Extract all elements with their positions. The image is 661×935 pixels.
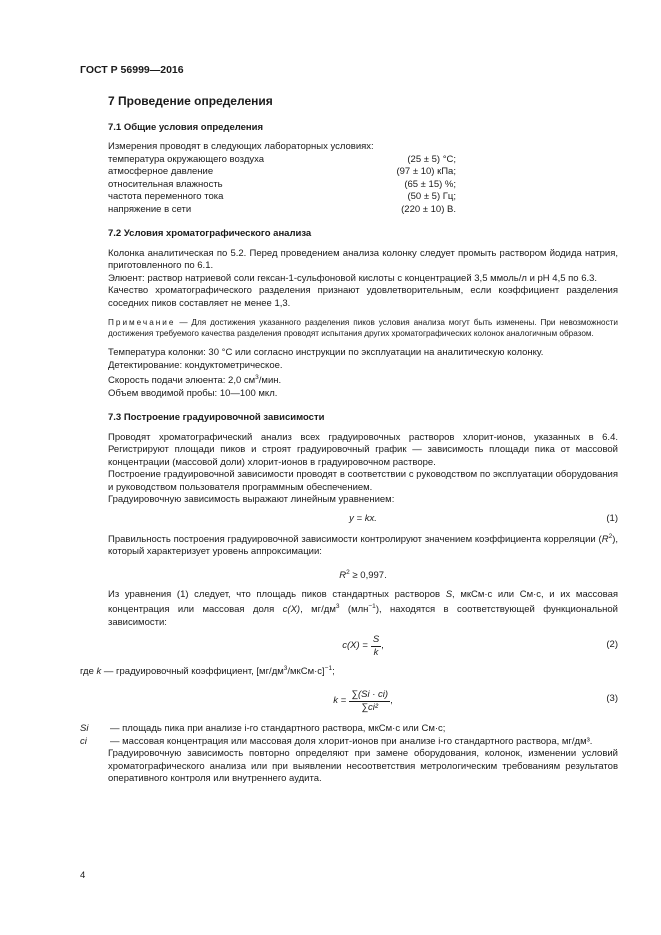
definition-row <box>80 723 618 736</box>
calibration-paragraph-3: Градуировочную зависимость выражают линейным уравнением: <box>108 494 395 506</box>
correlation-paragraph: Правильность построения градуировочной зависимости контролируют значением коэффициента корреляции $(R^2)$, который характеризует уровень аппроксимации: <box>108 532 618 558</box>
condition-label: напряжение в сети <box>108 203 192 215</box>
calibration-paragraph-2: Построение градуировочной зависимости проводят в соответствии с руководством по эксплуатации оборудования и руководством пользователя программным обеспечением. <box>108 469 618 493</box>
condition-row <box>108 154 618 167</box>
condition-value: (50 ± 5) Гц; <box>407 191 456 202</box>
page-content <box>80 94 618 786</box>
condition-value: (65 ± 15) %; <box>404 178 456 190</box>
column-temperature: Температура колонки: 30 °С или согласно инструкции по эксплуатации на аналитическую колонку. <box>108 347 544 358</box>
eluent-paragraph: Элюент: раствор натриевой соли гексан-1-сульфоновой кислоты с концентрацией 3,5 ммоль/л и рН 4,5 по 6.3. <box>108 272 598 284</box>
definition-symbol: Si <box>80 723 89 735</box>
condition-label: атмосферное давление <box>108 166 214 177</box>
condition-value: (97 ± 10) кПа; <box>396 166 456 177</box>
separation-quality-paragraph: Качество хроматографического разделения признают удовлетворительным, если коэффициент разделения соседних пиков составляет не менее 1,3. <box>108 285 618 309</box>
standard-code-header: ГОСТ Р 56999—2016 <box>80 64 184 76</box>
calibration-paragraph-1: Проводят хроматографический анализ всех градуировочных растворов хлорит-ионов, указанных в 6.4. Регистрируют площади пиков и строят градуировочный график — зависимость площади пика от массовой концентрации (массовой доли) хлорит-ионов в градуировочном растворе. <box>108 431 618 468</box>
condition-label: относительная влажность <box>108 178 223 190</box>
condition-row <box>108 179 618 192</box>
page-number: 4 <box>80 870 86 881</box>
condition-label: частота переменного тока <box>108 191 224 202</box>
section-7-1-title: 7.1 Общие условия определения <box>108 121 264 133</box>
equation-2-number: (2) <box>606 639 618 651</box>
equation-3: k = $\frac{\sum(Si \cdot ci)}{\text{∑ci²}}$ , (3) <box>333 688 618 713</box>
recalibration-paragraph: Градуировочную зависимость повторно определяют при замене оборудования, колонок, изменении условий хроматографического анализа или при выявлении несоответствия метрологическим требованиям результатов оперативного контроля или внутреннего аудита. <box>108 748 618 785</box>
condition-value: (220 ± 10) В. <box>401 203 456 215</box>
condition-row <box>108 191 618 204</box>
detection-mode: Детектирование: кондуктометрическое. <box>108 359 283 371</box>
conditions-list <box>108 154 618 217</box>
section-7-2-title: 7.2 Условия хроматографического анализа <box>108 228 312 239</box>
functional-dependence-paragraph: Из уравнения (1) следует, что площадь пиков стандартных растворов S, мкСм·с или См·с, и их массовая концентрация или массовая доля c(X), $мг/дм^3$ (млн$^{-1}$), находятся в соответствующей функциональной зависимости: <box>108 588 618 628</box>
note-block <box>108 317 618 339</box>
condition-row <box>108 204 618 217</box>
equation-3-fraction: $\frac{\sum(Si \cdot ci)}{\text{∑ci²}}$ <box>351 688 389 713</box>
condition-row <box>108 166 618 179</box>
equation-r2: $R^2 \ge 0,997$. <box>339 568 387 581</box>
injection-volume: Объем вводимой пробы: 10—100 мкл. <box>108 387 278 399</box>
definition-symbol: ci <box>80 735 87 747</box>
equation-3-number: (3) <box>606 693 618 705</box>
coefficient-definition: где k — градуировочный коэффициент, $[мг/дм^3/мкСм\cdot с]^{-1}$; <box>80 665 335 678</box>
conditions-intro: Измерения проводят в следующих лабораторных условиях: <box>108 141 374 152</box>
equation-1 <box>108 511 618 527</box>
condition-label: температура окружающего воздуха <box>108 153 265 165</box>
condition-value: (25 ± 5) °С; <box>407 153 456 165</box>
symbol-definitions <box>80 723 618 748</box>
section-7-title: 7 Проведение определения <box>108 94 273 108</box>
equation-2-fraction: $\frac{S}{k}$ <box>372 633 380 658</box>
equation-2: c(X) = $\frac{S}{k}$ , (2) <box>342 633 618 658</box>
equation-1-body: y = kx. <box>349 512 377 524</box>
note-text: — Для достижения указанного разделения пиков условия анализа могут быть изменены. При невозможности достижения требуемого качества разделения проводят испытания других хроматографических колонок аналогичным образом. <box>108 318 618 338</box>
eluent-flow-rate: Скорость подачи элюента: 2,0 $см^3$/мин. <box>108 374 282 387</box>
definition-text: — массовая концентрация или массовая доля хлорит-ионов при анализе i-го стандартного раствора, мг/дм³. <box>110 735 593 747</box>
section-7-3-title: 7.3 Построение градуировочной зависимости <box>108 412 325 424</box>
equation-1-number: (1) <box>606 512 618 524</box>
definition-row <box>80 735 618 749</box>
definition-text: — площадь пика при анализе i-го стандартного раствора, мкСм·с или См·с; <box>110 723 446 735</box>
column-paragraph: Колонка аналитическая по 5.2. Перед проведением анализа колонку следует промыть раствором йодида натрия, приготовленного по 6.1. <box>108 247 618 271</box>
note-label: Примечание <box>108 318 176 327</box>
